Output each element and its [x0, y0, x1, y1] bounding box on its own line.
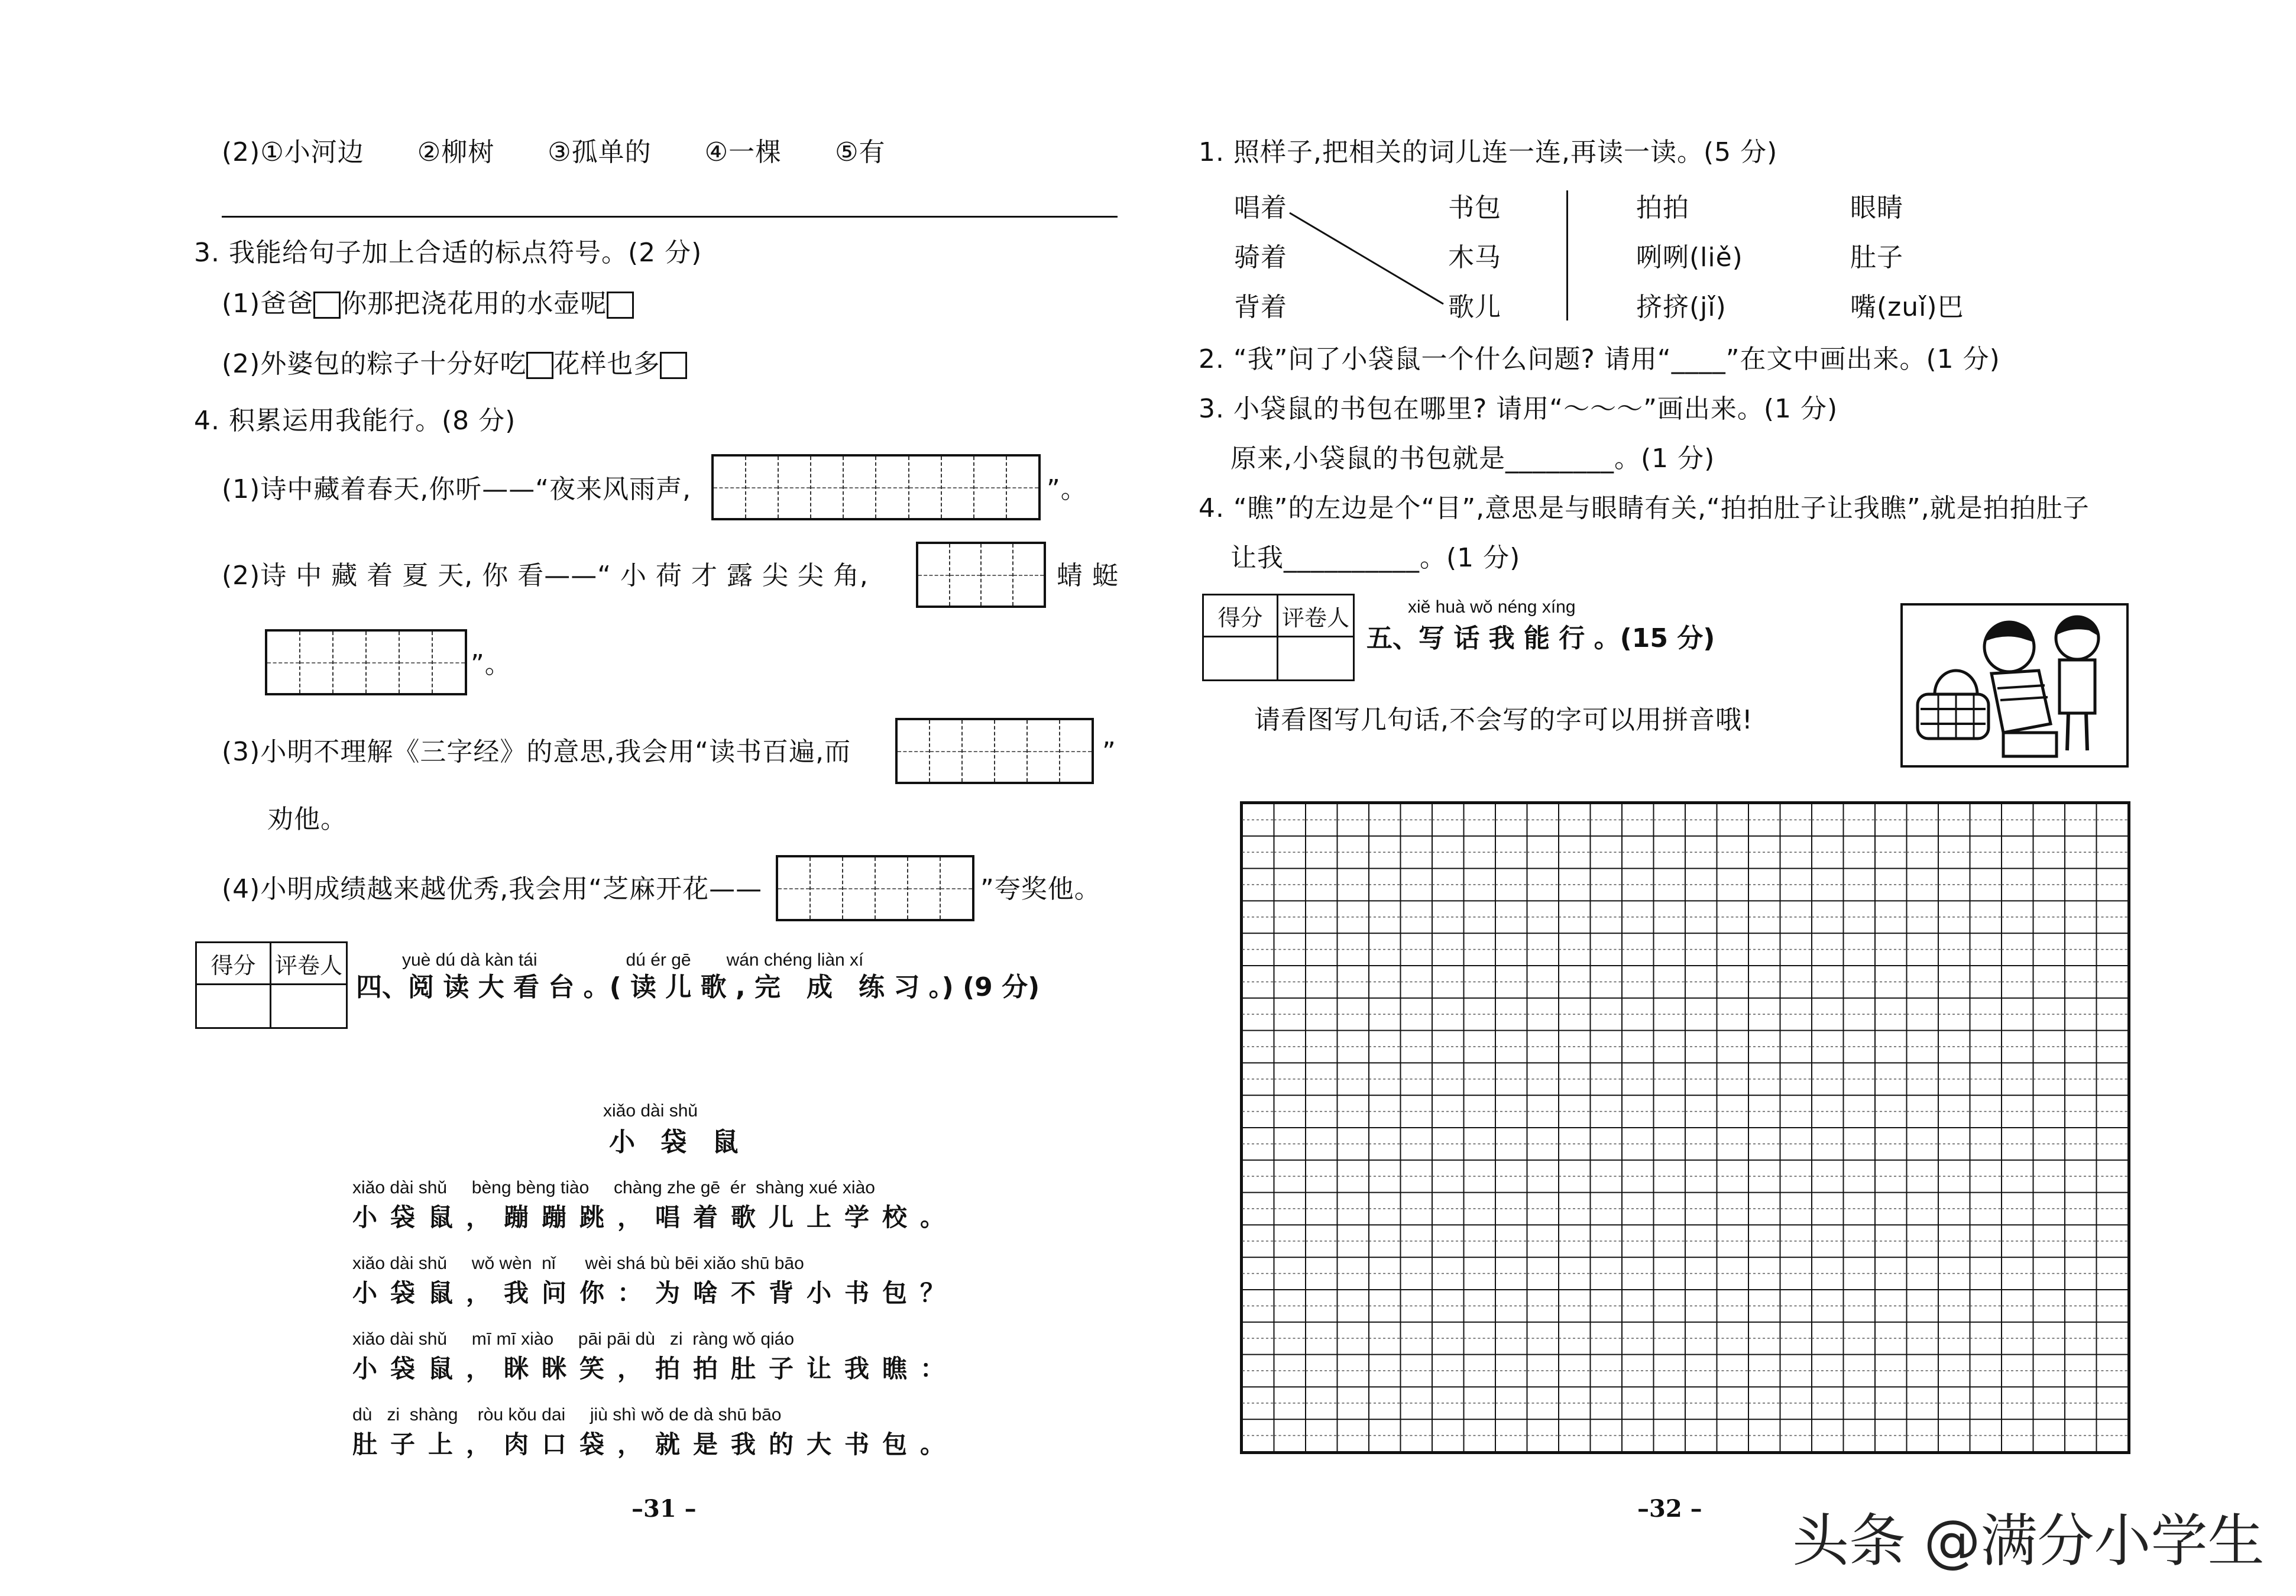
- q4-1-end: ”。: [1047, 474, 1087, 504]
- match-item[interactable]: 眼睛: [1850, 193, 1903, 223]
- poem-line-3: [352, 1330, 958, 1381]
- q4-3-end: ”: [1102, 737, 1116, 767]
- poem-title-pinyin: xiǎo dài shǔ: [603, 1101, 698, 1121]
- match-item[interactable]: 挤挤(jǐ): [1636, 292, 1727, 322]
- poem-line-pinyin: xiǎo dài shǔ mī mī xiào pāi pāi dù zi ràng wǒ qiáo: [352, 1329, 795, 1349]
- q3-title: 3. 我能给句子加上合适的标点符号。(2 分): [194, 238, 702, 268]
- page-number: –32 –: [1637, 1495, 1702, 1523]
- q4-line2[interactable]: 让我__________。(1 分): [1230, 543, 1521, 573]
- match-item[interactable]: 背着: [1234, 292, 1287, 322]
- section4-title: 四、阅 读 大 看 台 。( 读 儿 歌 , 完 成 练 习 。) (9 分): [356, 972, 1040, 1002]
- q3-1-part-a: (1)爸爸: [222, 289, 314, 319]
- q3-1: [222, 291, 634, 319]
- right-page: [1148, 0, 2296, 1596]
- section4-pinyin: yuè dú dà kàn tái dú ér gē wán chéng liàn xí: [402, 950, 864, 970]
- poem-line-pinyin: dù zi shàng ròu kǒu dai jiù shì wǒ de dà shū bāo: [352, 1405, 782, 1425]
- poem-line-pinyin: xiǎo dài shǔ bèng bèng tiào chàng zhe gē ér shàng xué xiào: [352, 1178, 875, 1197]
- score-label: 得分: [1204, 595, 1278, 637]
- writing-grid-lines: [1242, 804, 2128, 1452]
- grader-cell[interactable]: [271, 985, 346, 1027]
- q3-2-part-a: (2)外婆包的粽子十分好吃: [222, 349, 527, 379]
- q3-answer[interactable]: 原来,小袋鼠的书包就是________。(1 分): [1230, 443, 1715, 474]
- match-item[interactable]: 书包: [1448, 193, 1501, 223]
- punctuation-box[interactable]: [313, 292, 341, 319]
- answer-grid-q4-2a[interactable]: [916, 542, 1046, 608]
- q3-2-part-b: 花样也多: [553, 349, 660, 379]
- q4-3-persuade: 劝他。: [267, 804, 347, 834]
- score-cell[interactable]: [197, 985, 271, 1027]
- match-item[interactable]: 木马: [1448, 242, 1501, 273]
- answer-line: [222, 216, 1118, 218]
- poem-line-text: 小袋鼠，眯眯笑，拍拍肚子让我瞧：: [352, 1354, 958, 1383]
- poem-line-pinyin: xiǎo dài shǔ wǒ wèn nǐ wèi shá bù bēi xiǎo shū bāo: [352, 1254, 804, 1273]
- q3-1-part-b: 你那把浇花用的水壶呢: [341, 289, 607, 319]
- score-cell[interactable]: [1204, 637, 1278, 679]
- writing-grid[interactable]: [1240, 801, 2130, 1454]
- match-item[interactable]: 拍拍: [1636, 193, 1689, 223]
- punctuation-box[interactable]: [607, 292, 634, 319]
- score-box: [1202, 594, 1355, 681]
- answer-grid-q4-3[interactable]: [895, 718, 1094, 784]
- answer-grid-q4-4[interactable]: [776, 855, 974, 921]
- q2: 2. “我”问了小袋鼠一个什么问题? 请用“____”在文中画出来。(1 分): [1199, 344, 2000, 374]
- page-number: –31 –: [632, 1495, 697, 1523]
- q4-4-text: (4)小明成绩越来越优秀,我会用“芝麻开花——: [222, 874, 763, 904]
- match-item[interactable]: 歌儿: [1448, 292, 1501, 322]
- grader-cell[interactable]: [1278, 637, 1353, 679]
- section5-title: 五、写 话 我 能 行 。(15 分): [1366, 623, 1715, 653]
- poem-line-4: [352, 1406, 958, 1457]
- match-item[interactable]: 咧咧(liě): [1636, 242, 1743, 273]
- writing-instruction: 请看图写几句话,不会写的字可以用拼音哦!: [1254, 705, 1753, 735]
- section5-pinyin: xiě huà wǒ néng xíng: [1408, 597, 1576, 617]
- score-box: [195, 941, 348, 1029]
- q3: 3. 小袋鼠的书包在哪里? 请用“～～～”画出来。(1 分): [1199, 394, 1838, 424]
- q4-line1: 4. “瞧”的左边是个“目”,意思是与眼睛有关,“拍拍肚子让我瞧”,就是拍拍肚子: [1199, 493, 2090, 523]
- score-label: 得分: [197, 943, 271, 985]
- q1-title: 1. 照样子,把相关的词儿连一连,再读一读。(5 分): [1199, 137, 1778, 167]
- match-item[interactable]: 骑着: [1234, 242, 1287, 273]
- q4-title: 4. 积累运用我能行。(8 分): [194, 406, 516, 436]
- match-item[interactable]: 唱着: [1234, 193, 1287, 223]
- poem-line-text: 小袋鼠，蹦蹦跳，唱着歌儿上学校。: [352, 1203, 958, 1232]
- q4-2-end: ”。: [471, 649, 511, 679]
- q4-2-text: (2)诗 中 藏 着 夏 天, 你 看——“ 小 荷 才 露 尖 尖 角,: [222, 561, 869, 591]
- poem-line-2: [352, 1255, 958, 1306]
- answer-grid-q4-1[interactable]: [711, 454, 1041, 520]
- q4-3-text: (3)小明不理解《三字经》的意思,我会用“读书百遍,而: [222, 737, 851, 767]
- match-item[interactable]: 嘴(zuǐ)巴: [1850, 292, 1964, 322]
- match-item[interactable]: 肚子: [1850, 242, 1903, 273]
- poem-line-text: 小袋鼠，我问你：为啥不背小书包？: [352, 1278, 958, 1307]
- answer-grid-q4-2b[interactable]: [265, 629, 467, 695]
- q4-4-end: ”夸奖他。: [980, 874, 1101, 904]
- q3-2: [222, 351, 687, 379]
- punctuation-box[interactable]: [526, 352, 553, 379]
- q4-1-text: (1)诗中藏着春天,你听——“夜来风雨声,: [222, 474, 692, 504]
- column-divider: [1566, 190, 1568, 321]
- poem-title: 小 袋 鼠: [609, 1127, 747, 1157]
- q4-2-dragonfly: 蜻 蜓: [1057, 561, 1119, 591]
- punctuation-box[interactable]: [660, 352, 687, 379]
- grader-label: 评卷人: [271, 943, 346, 985]
- grader-label: 评卷人: [1278, 595, 1353, 637]
- watermark: 头条 @满分小学生: [1792, 1508, 2265, 1574]
- poem-line-1: [352, 1179, 958, 1230]
- poem-line-text: 肚子上，肉口袋，就是我的大书包。: [352, 1430, 958, 1459]
- q2-2-options: (2)①小河边 ②柳树 ③孤单的 ④一棵 ⑤有: [222, 137, 886, 167]
- illustration-kids-picture: [1900, 603, 2129, 768]
